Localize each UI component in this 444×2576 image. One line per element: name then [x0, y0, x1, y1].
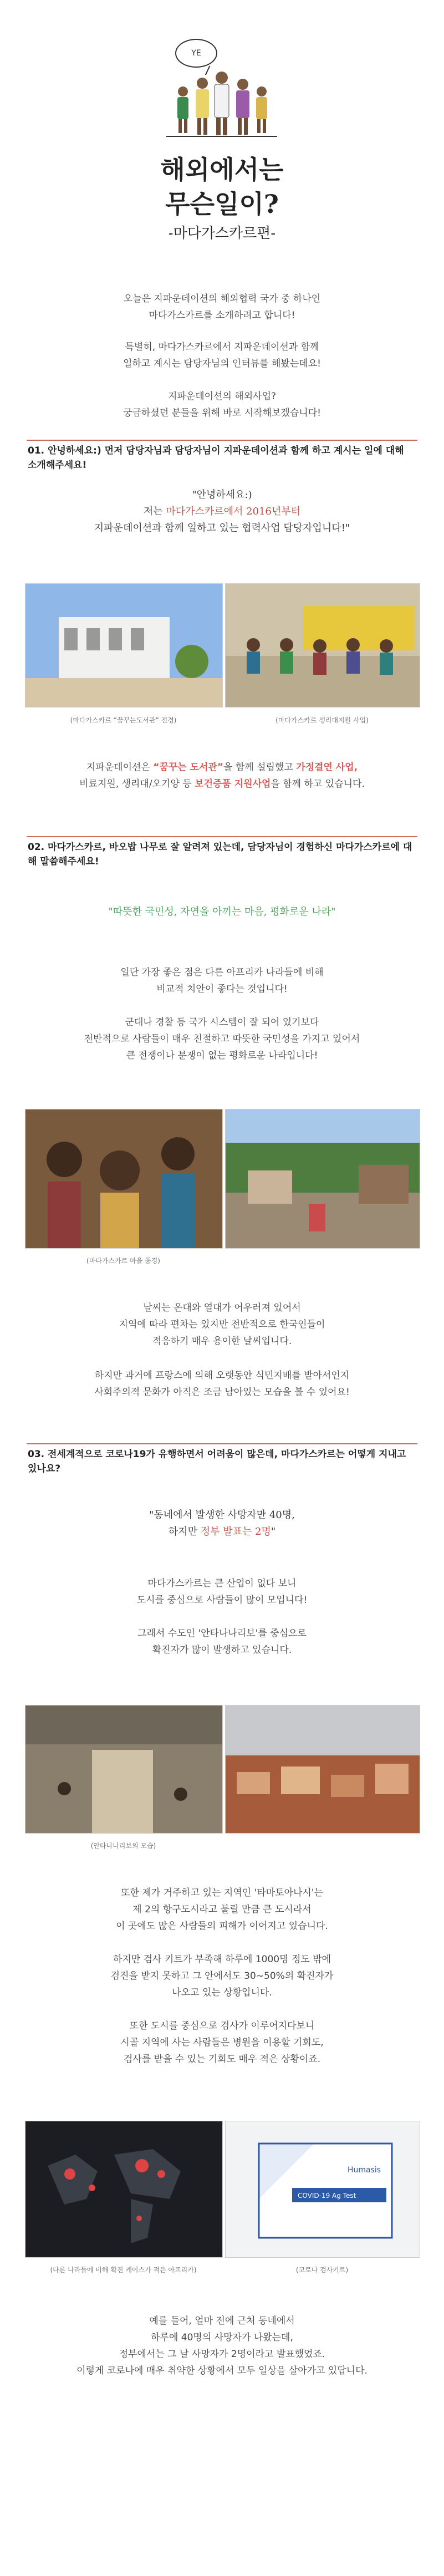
section1-quote-line3: 지파운데이션과 함께 일하고 있는 협력사업 담당자입니다!"	[94, 522, 350, 534]
intro-line3: 특별히, 마다가스카르에서 지파운데이션과 함께	[125, 342, 319, 353]
antananarivo-caption: (안타나나리보의 모습)	[90, 1842, 156, 1850]
section-divider	[27, 1443, 417, 1444]
body-text: 을 함께 설립했고	[223, 762, 297, 773]
body-text: 지파운데이션은	[86, 762, 154, 773]
section3-p6: 제 2의 항구도시라고 불릴 만큼 큰 도시라서	[132, 1904, 312, 1915]
section-divider	[27, 440, 417, 441]
section1-quote-line2	[0, 503, 444, 520]
section3-p8: 하지만 검사 키트가 부족해 하루에 1000명 정도 밖에	[113, 1954, 331, 1965]
quote-emphasis: 정부 발표는 2명	[200, 1526, 271, 1538]
section3-quote-line1: "동네에서 발생한 사망자만 40명,	[149, 1509, 295, 1521]
section-divider	[27, 836, 417, 837]
test-kit-photo	[225, 2121, 420, 2258]
antananarivo-street-photo	[25, 1705, 223, 1834]
village-photo	[225, 1109, 420, 1249]
section2-p8: 적응하기 매우 용이한 날씨입니다.	[152, 1336, 292, 1347]
section3-p16: 정부에서는 그 날 사망자가 2명이라고 발표했었죠.	[119, 2349, 325, 2360]
hero-title-line2: 무슨일이?	[165, 189, 279, 219]
quote-text: 저는	[143, 506, 166, 517]
section3-p3: 그래서 수도인 '안타나나리보'를 중심으로	[137, 1628, 307, 1639]
test-kit-caption: (코로나 검사키트)	[295, 2266, 349, 2274]
section1-body-line2	[0, 776, 444, 792]
section3-p10: 나오고 있는 상황입니다.	[172, 1987, 272, 1998]
intro-line2: 마다가스카르를 소개하려고 합니다!	[149, 310, 295, 321]
body-highlight: 보건증품 지원사업	[195, 778, 271, 790]
section1-question: 01. 안녕하세요:) 먼저 담당자님과 담당자님이 지파운데이션과 함께 하고 계시는 일에 대해 소개해주세요!	[28, 445, 404, 471]
section3-question: 03. 전세계적으로 코로나19가 유행하면서 어려움이 많은데, 마다가스카르는 어떻게 지내고 있나요?	[28, 1449, 406, 1474]
kit-label: COVID-19 Ag Test	[298, 2192, 356, 2200]
intro-line4: 일하고 계시는 담당자님의 인터뷰를 해봤는데요!	[123, 358, 321, 369]
body-highlight: 가정결연 사업,	[296, 762, 358, 773]
antananarivo-city-photo	[225, 1705, 420, 1834]
section2-p2: 비교적 치안이 좋다는 것입니다!	[156, 984, 288, 995]
section3-p2: 도시를 중심으로 사람들이 많이 모입니다!	[136, 1595, 308, 1606]
section3-p4: 확진자가 많이 발생하고 있습니다.	[152, 1645, 292, 1656]
section2-quote: "따뜻한 국민성, 자연을 아끼는 마음, 평화로운 나라"	[108, 906, 336, 918]
section2-p10: 사회주의적 문화가 아직은 조금 남아있는 모습을 볼 수 있어요!	[94, 1387, 350, 1398]
section3-p7: 이 곳에도 많은 사람들의 피해가 이어지고 있습니다.	[116, 1921, 328, 1932]
section2-p3: 군대나 경찰 등 국가 시스템이 잘 되어 있기보다	[125, 1017, 319, 1028]
section2-p7: 지역에 따라 편차는 있지만 전반적으로 한국인들이	[119, 1319, 325, 1330]
section3-p17: 이렇게 코로나에 매우 취약한 상황에서 모두 일상을 살아가고 있답니다.	[76, 2365, 368, 2376]
section3-p15: 하루에 40명의 사망자가 나왔는데,	[151, 2332, 293, 2343]
body-text: 을 함께 하고 있습니다.	[271, 778, 365, 790]
body-highlight: “꿈꾸는 도서관”	[153, 762, 224, 773]
section2-question: 02. 마다가스카르, 바오밥 나무로 잘 알려져 있는데, 담당자님이 경험하신 마다가스카르에 대해 말씀해주세요!	[28, 842, 412, 867]
covid-map-photo	[25, 2121, 223, 2258]
people-illustration-icon	[161, 61, 283, 144]
quote-text: "	[271, 1526, 276, 1538]
section2-p6: 날씨는 온대와 열대가 어우러져 있어서	[143, 1302, 301, 1314]
library-photo	[25, 583, 223, 707]
section2-p5: 큰 전쟁이나 분쟁이 없는 평화로운 나라입니다!	[126, 1050, 318, 1061]
intro-line1: 오늘은 지파운데이션의 해외협력 국가 중 하나인	[123, 293, 321, 304]
distribution-caption: (마다가스카르 생리대지원 사업)	[275, 716, 369, 724]
section3-p11: 또한 도시를 중심으로 검사가 이루어지다보니	[129, 2020, 315, 2032]
hero-title-line1: 해외에서는	[160, 155, 284, 185]
village-caption: (마다가스카르 마을 풍경)	[86, 1257, 160, 1265]
intro-line5: 지파운데이션의 해외사업?	[167, 391, 277, 402]
section3-p12: 시골 지역에 사는 사람들은 병원을 이용할 기회도,	[120, 2037, 324, 2048]
hero-section	[0, 0, 444, 261]
section1-quote-line1: "안녕하세요:)	[192, 489, 252, 501]
section3-quote-line2	[0, 1524, 444, 1540]
section3-p1: 마다가스카르는 큰 산업이 없다 보니	[147, 1578, 297, 1589]
kit-brand: Humasis	[348, 2166, 381, 2175]
covid-map-caption: (다른 나라들에 비해 확진 케이스가 적은 아프리카)	[50, 2266, 197, 2274]
hero-subtitle: -마다가스카르편-	[168, 225, 276, 242]
body-text: 비료지원, 생리대/오기양 등	[79, 778, 195, 790]
section2-p1: 일단 가장 좋은 점은 다른 아프리카 나라들에 비해	[120, 967, 324, 978]
children-photo	[25, 1109, 223, 1249]
library-caption: (마다가스카르 “꿈꾸는도서관” 전경)	[70, 716, 177, 724]
section3-p13: 검사를 받을 수 있는 기회도 매우 적은 상황이죠.	[123, 2054, 321, 2065]
quote-emphasis: 마다가스카르에서 2016년부터	[166, 506, 301, 517]
section1-body-line1	[0, 760, 444, 775]
section2-p4: 전반적으로 사람들이 매우 친절하고 따뜻한 국민성을 가지고 있어서	[84, 1034, 360, 1045]
section3-p9: 검진을 받지 못하고 그 안에서도 30~50%의 확진자가	[110, 1971, 334, 1982]
section3-p14: 예를 들어, 얼마 전에 근처 동네에서	[149, 2315, 295, 2326]
intro-line6: 궁금하셨던 분들을 위해 바로 시작해보겠습니다!	[123, 408, 321, 419]
speech-bubble: YE	[175, 39, 217, 68]
section3-p5: 또한 제가 거주하고 있는 지역인 '타마토아나시'는	[121, 1887, 323, 1898]
section2-p9: 하지만 과거에 프랑스에 의해 오랫동안 식민지배를 받아서인지	[94, 1370, 350, 1381]
quote-text: 하지만	[168, 1526, 201, 1538]
distribution-photo	[225, 583, 420, 707]
